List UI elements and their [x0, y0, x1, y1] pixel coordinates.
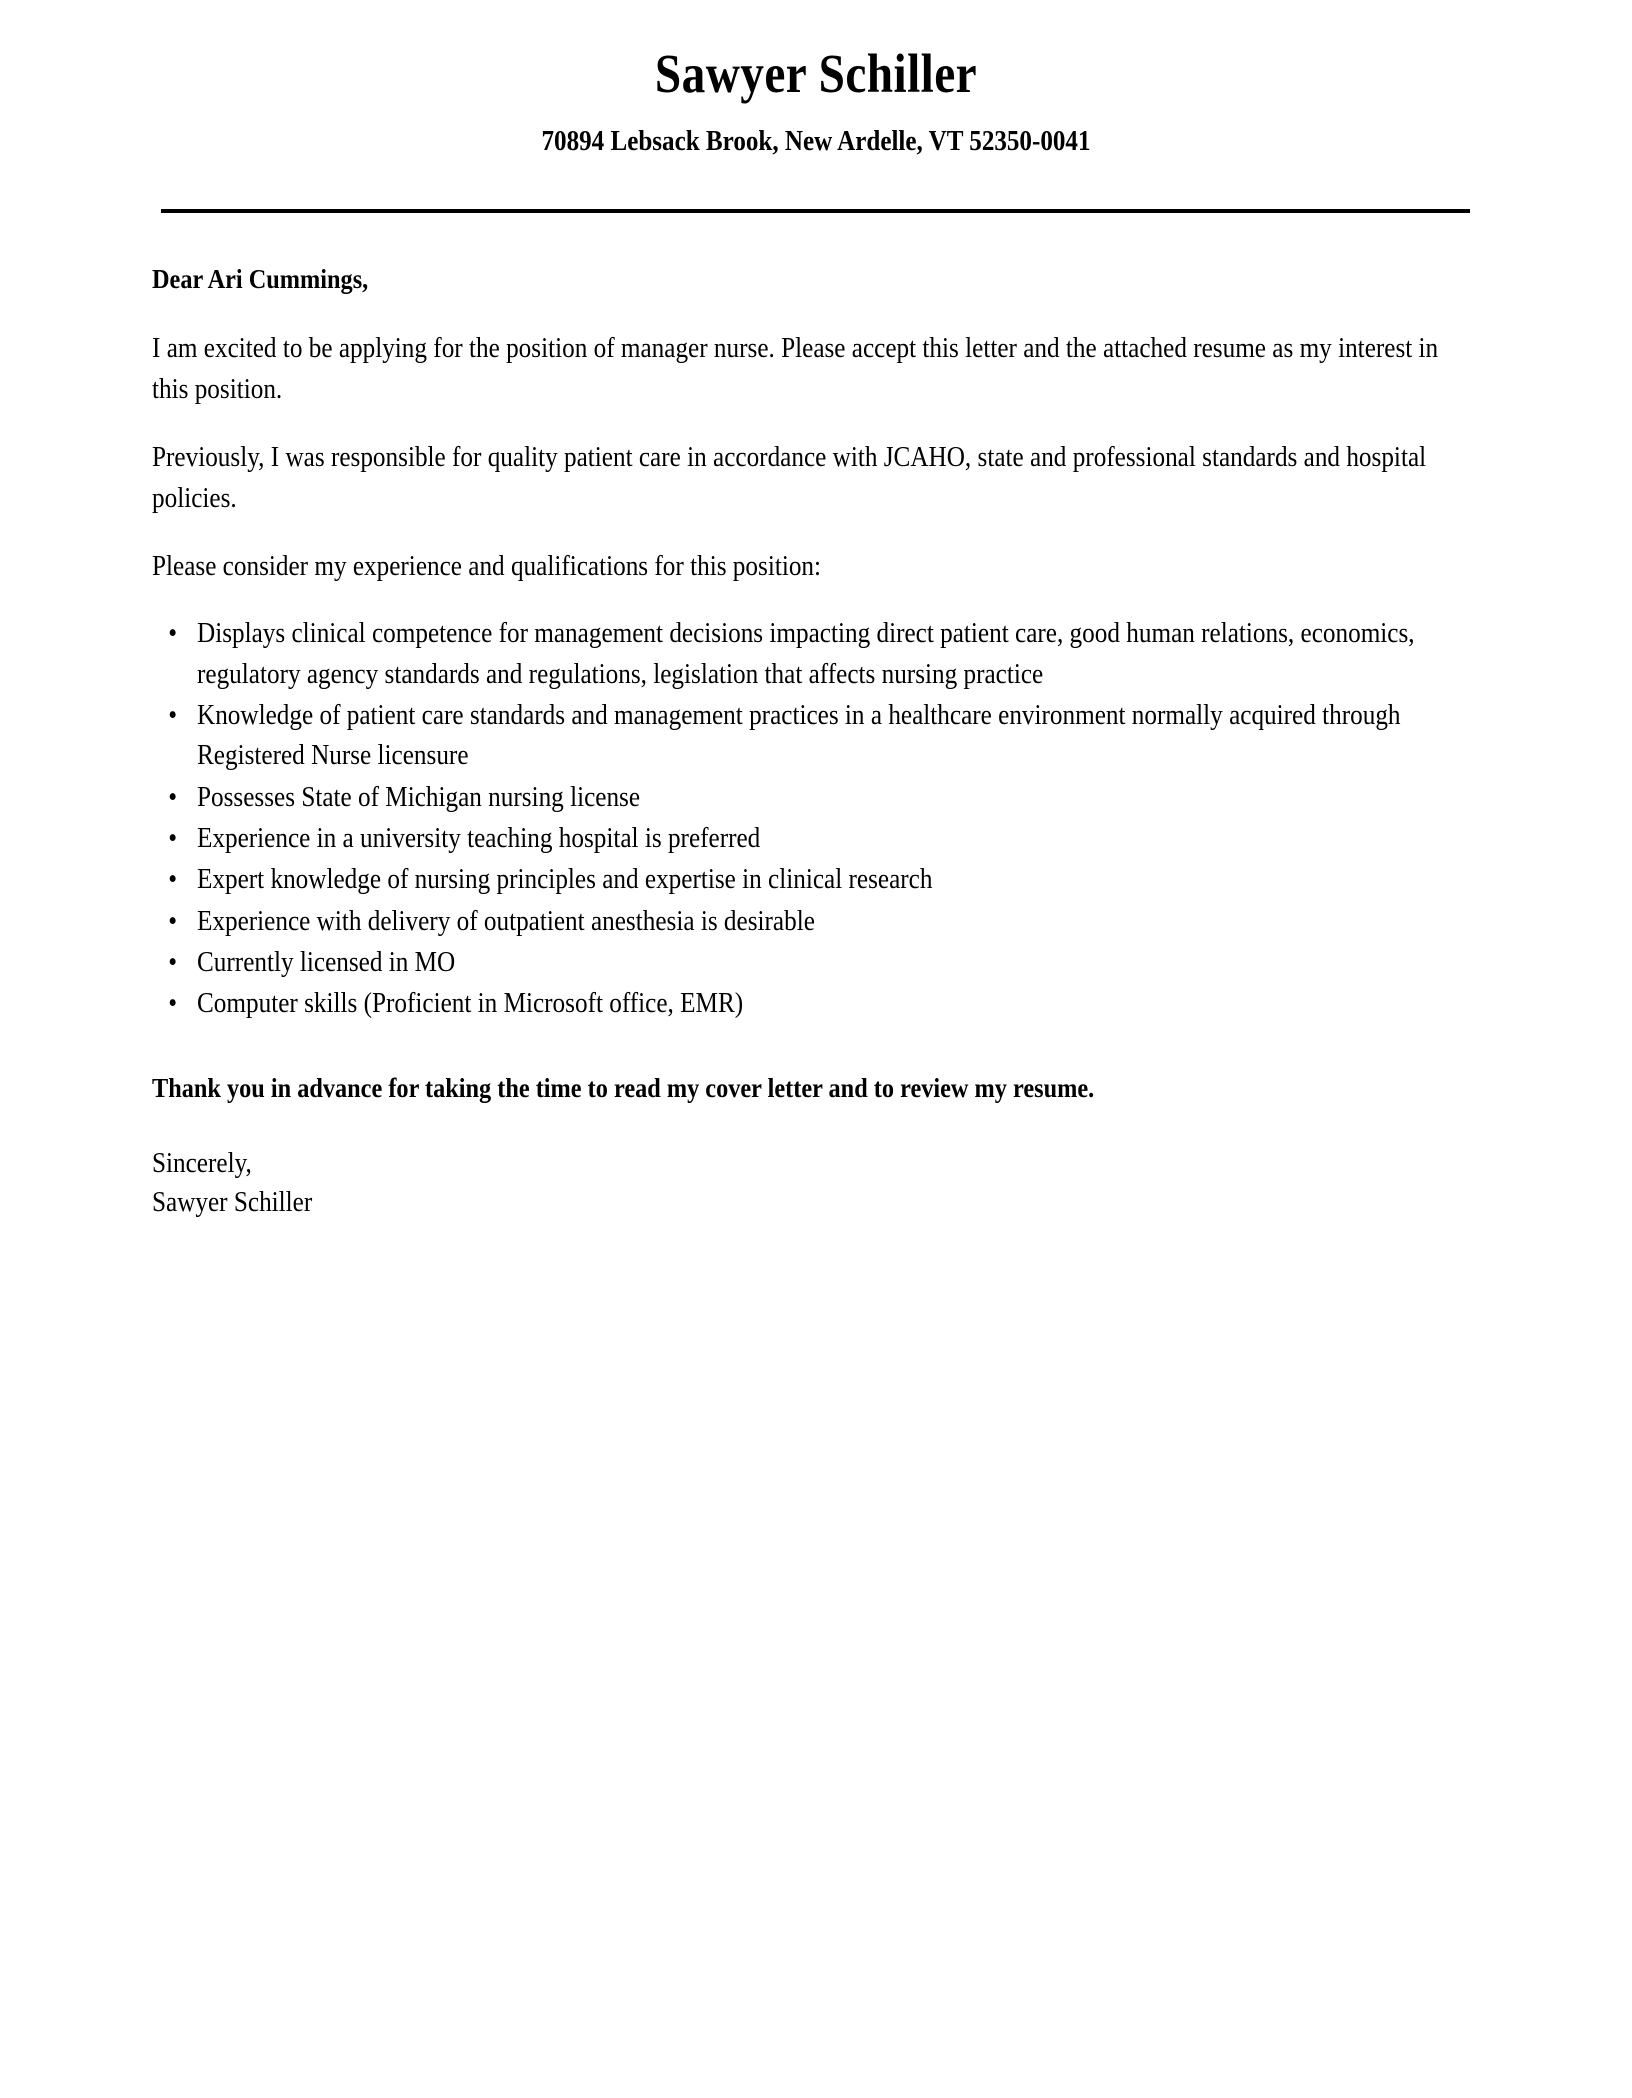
header-divider — [161, 209, 1470, 213]
page-title: Sawyer Schiller — [654, 43, 978, 104]
list-item-label: Displays clinical competence for management decisions impacting direct patient care, good human relations, economics, regulatory agency standards and regulations, legislation that affects nursing practice — [197, 618, 1415, 690]
bullet-icon: • — [168, 618, 178, 650]
salutation: Dear Ari Cummings, — [152, 264, 369, 294]
list-item-label: Experience with delivery of outpatient anesthesia is desirable — [197, 905, 815, 937]
bullet-icon: • — [168, 822, 178, 854]
list-item — [152, 696, 1473, 777]
list-item — [152, 943, 1473, 983]
bullet-icon: • — [168, 864, 178, 896]
list-item-label: Knowledge of patient care standards and management practices in a healthcare environment normally acquired through Registered Nurse licensure — [197, 700, 1401, 772]
bullet-icon: • — [168, 946, 178, 978]
list-item — [152, 614, 1473, 695]
thank-you-line: Thank you in advance for taking the time to read my cover letter and to review my resume. — [152, 1072, 1095, 1103]
list-item — [152, 984, 1473, 1024]
bullet-icon: • — [168, 700, 178, 732]
list-item — [152, 902, 1473, 942]
qualifications-list — [152, 614, 1473, 1024]
bullet-icon: • — [168, 988, 178, 1020]
letter-header — [0, 0, 1632, 160]
list-item-label: Expert knowledge of nursing principles and expertise in clinical research — [197, 864, 933, 896]
list-item — [152, 778, 1473, 818]
paragraph-experience: Previously, I was responsible for quality patient care in accordance with JCAHO, state and professional standards and hospital policies. — [152, 441, 1427, 514]
list-item-label: Experience in a university teaching hospital is preferred — [197, 822, 761, 854]
paragraph-qualifications-lead: Please consider my experience and qualifications for this position: — [152, 550, 822, 582]
list-item-label: Computer skills (Proficient in Microsoft office, EMR) — [197, 988, 744, 1020]
list-item-label: Currently licensed in MO — [197, 946, 456, 978]
letter-body — [152, 262, 1472, 1223]
list-item — [152, 860, 1473, 900]
bullet-icon: • — [168, 781, 178, 813]
list-item — [152, 819, 1473, 859]
paragraph-intro: I am excited to be applying for the position of manager nurse. Please accept this letter and the attached resume as my interest in this position. — [152, 333, 1439, 405]
closing-phrase: Sincerely, — [152, 1147, 252, 1179]
address-line: 70894 Lebsack Brook, New Ardelle, VT 52350-0041 — [541, 126, 1091, 158]
bullet-icon: • — [168, 905, 178, 937]
list-item-label: Possesses State of Michigan nursing license — [197, 781, 641, 813]
closing-block — [152, 1144, 1473, 1224]
signature-name: Sawyer Schiller — [152, 1187, 313, 1219]
